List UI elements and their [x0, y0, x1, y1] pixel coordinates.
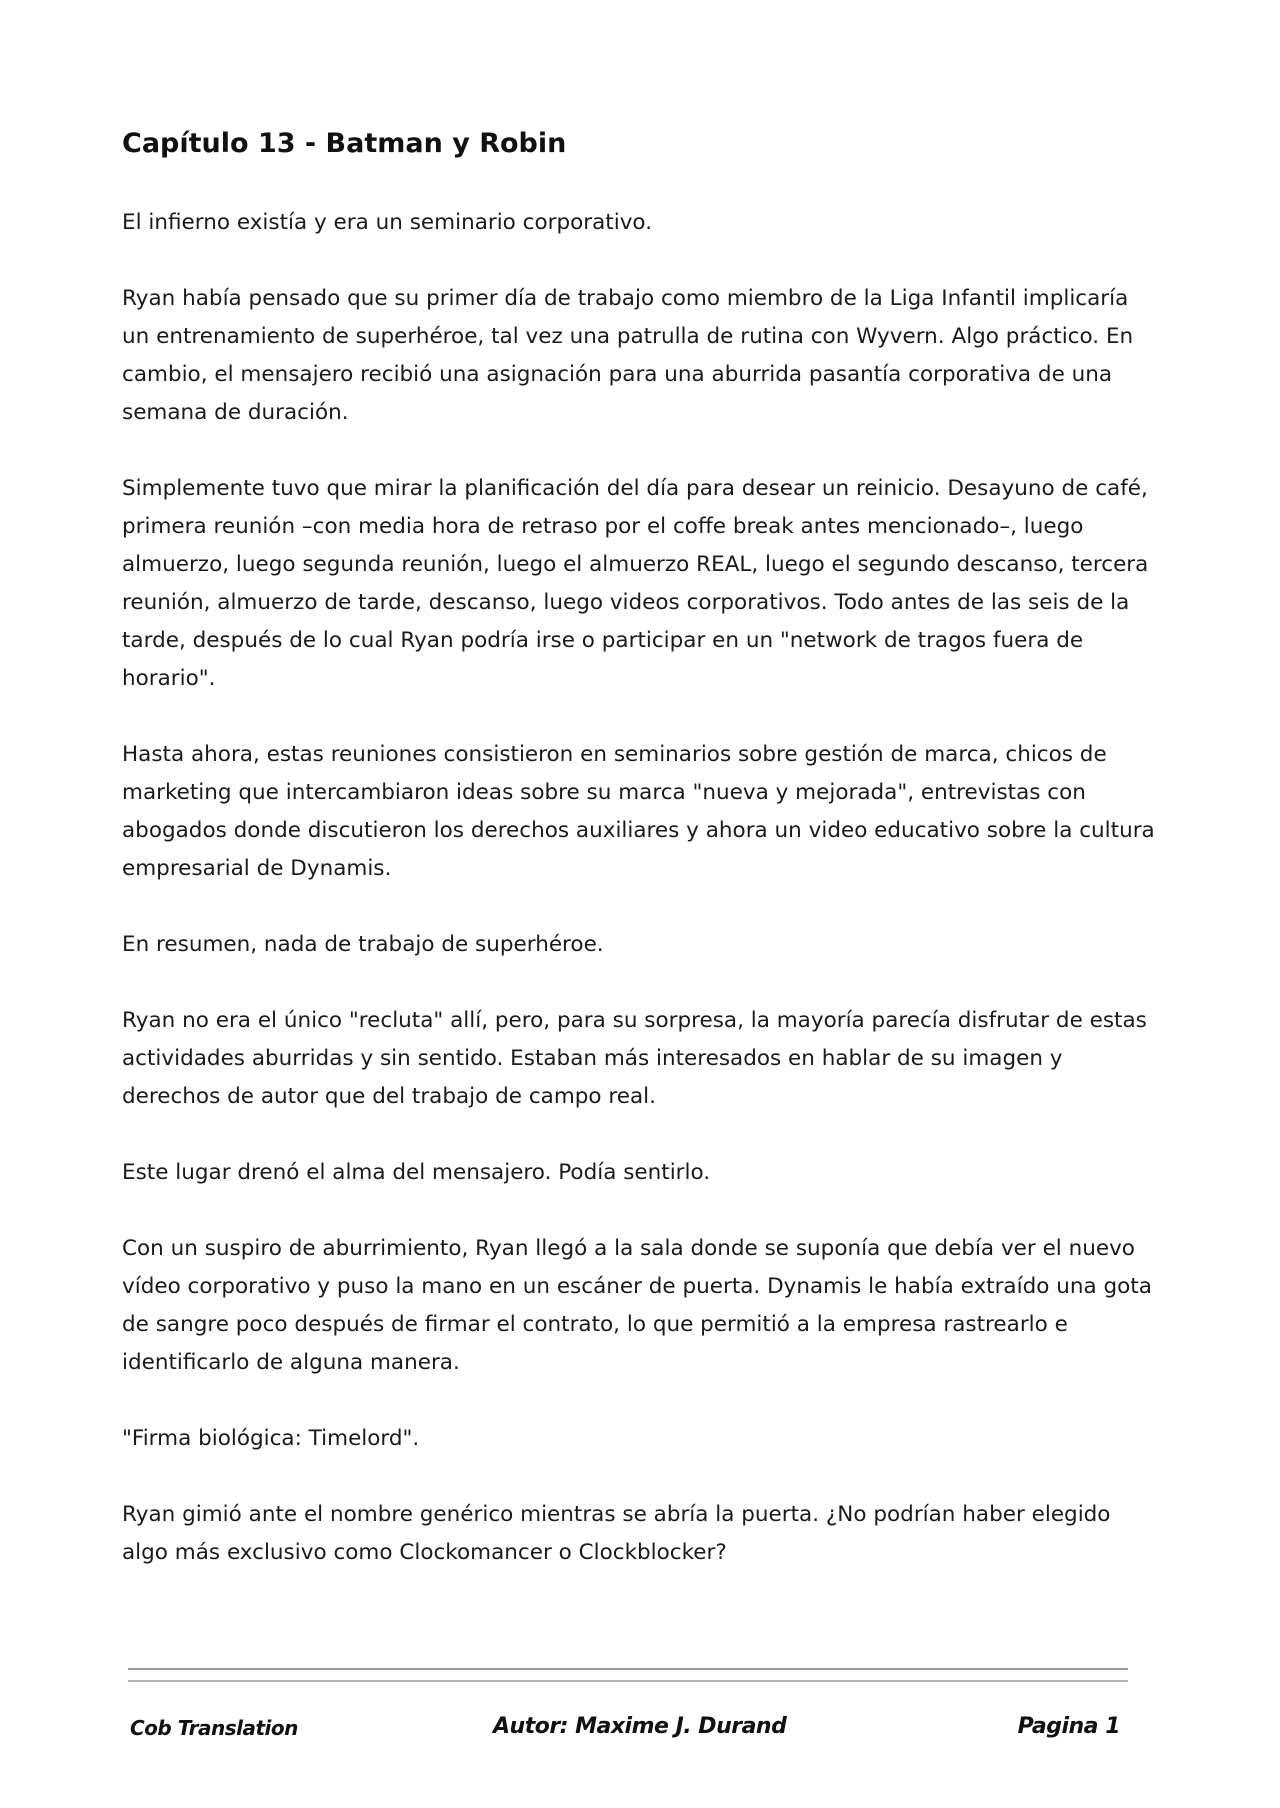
- footer-divider: [128, 1680, 1128, 1682]
- page-footer: [128, 1668, 1128, 1744]
- paragraph: "Firma biológica: Timelord".: [122, 1426, 420, 1451]
- paragraph: Ryan gimió ante el nombre genérico mientras se abría la puerta. ¿No podrían haber elegido algo más exclusivo como Clockomancer o Clockblocker?: [122, 1502, 1111, 1565]
- paragraph: Este lugar drenó el alma del mensajero. Podía sentirlo.: [122, 1160, 711, 1185]
- footer-translator: Cob Translation: [130, 1716, 298, 1740]
- paragraph: El infierno existía y era un seminario corporativo.: [122, 210, 653, 235]
- footer-row: [128, 1712, 1128, 1744]
- footer-page-number: Pagina 1: [1017, 1714, 1120, 1739]
- paragraph: En resumen, nada de trabajo de superhéroe.: [122, 932, 604, 957]
- paragraph: Hasta ahora, estas reuniones consistieron en seminarios sobre gestión de marca, chicos de marketing que intercambiaron ideas sobre su marca "nueva y mejorada", entrevistas con abogados donde discutieron los derechos auxiliares y ahora un video educativo sobre la cultura empresarial de Dynamis.: [122, 742, 1155, 881]
- chapter-content: [122, 120, 1162, 1610]
- paragraph: Ryan no era el único "recluta" allí, pero, para su sorpresa, la mayoría parecía disfrutar de estas actividades aburridas y sin sentido. Estaban más interesados en hablar de su imagen y derechos de autor que del trabajo de campo real.: [122, 1008, 1147, 1109]
- paragraph: Simplemente tuvo que mirar la planificación del día para desear un reinicio. Desayuno de café, primera reunión –con media hora de retraso por el coffe break antes mencionado–, luego almuerzo, luego segunda reunión, luego el almuerzo REAL, luego el segundo descanso, tercera reunión, almuerzo de tarde, descanso, luego videos corporativos. Todo antes de las seis de la tarde, después de lo cual Ryan podría irse o participar en un "network de tragos fuera de horario".: [122, 476, 1149, 691]
- footer-author: Autor: Maxime J. Durand: [493, 1714, 787, 1739]
- paragraph: Ryan había pensado que su primer día de trabajo como miembro de la Liga Infantil implicaría un entrenamiento de superhéroe, tal vez una patrulla de rutina con Wyvern. Algo práctico. En cambio, el mensajero recibió una asignación para una aburrida pasantía corporativa de una semana de duración.: [122, 286, 1134, 425]
- paragraph: Con un suspiro de aburrimiento, Ryan llegó a la sala donde se suponía que debía ver el nuevo vídeo corporativo y puso la mano en un escáner de puerta. Dynamis le había extraído una gota de sangre poco después de firmar el contrato, lo que permitió a la empresa rastrearlo e identificarlo de alguna manera.: [122, 1236, 1152, 1375]
- footer-divider: [128, 1668, 1128, 1670]
- chapter-title: Capítulo 13 - Batman y Robin: [122, 128, 567, 159]
